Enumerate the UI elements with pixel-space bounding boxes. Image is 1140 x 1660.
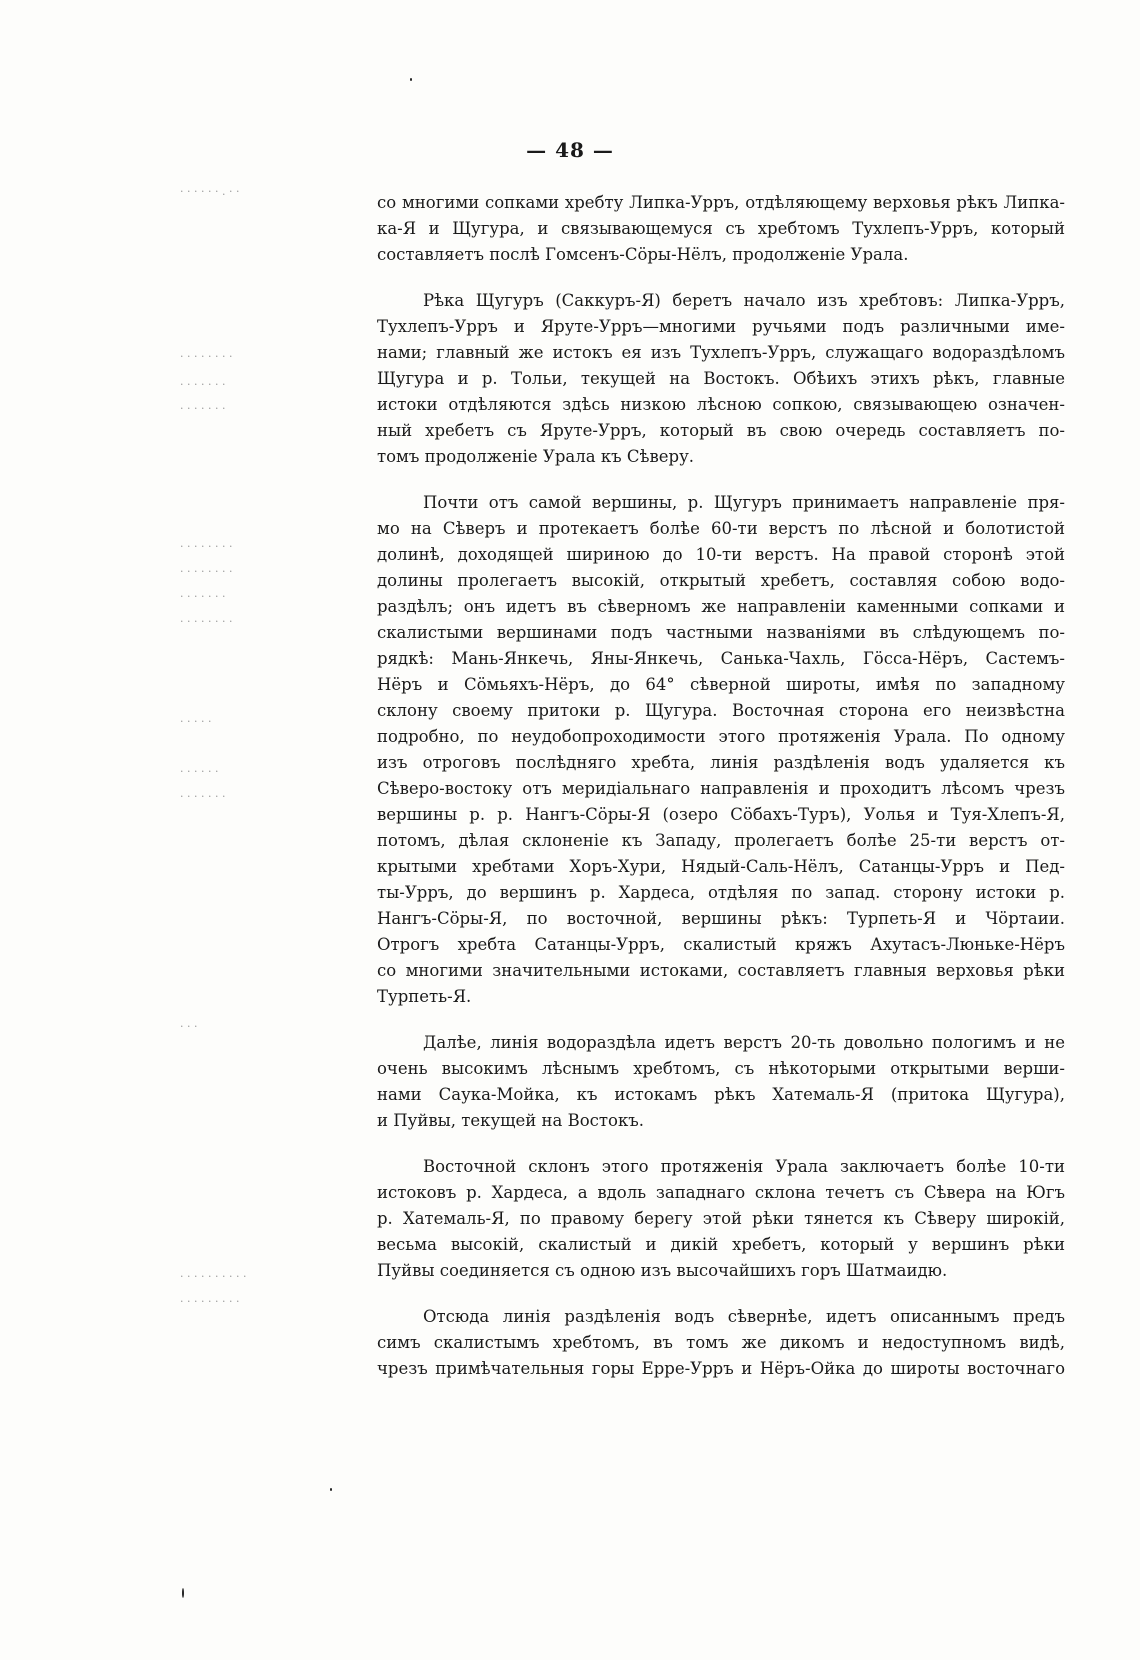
margin-bleed-through: · · · · · · · — [180, 378, 226, 391]
text-line: ный хребетъ съ Ярутe-Урръ, который въ свою очередь составляетъ по- — [377, 421, 1065, 440]
text-line: составляетъ послѣ Гомсенъ-Сöры-Нёлъ, продолженіе Урала. — [377, 245, 909, 264]
text-line: нами Саука-Мойка, къ истокамъ рѣкъ Хатемаль-Я (притока Щугура), — [377, 1085, 1065, 1104]
margin-bleed-through: · · · · · · · · — [180, 350, 233, 363]
paragraph — [377, 1154, 1065, 1284]
body-text — [377, 190, 1065, 1402]
text-line: нами; главный же истокъ ея изъ Тухлепъ-Урръ, служащаго водораздѣломъ — [377, 343, 1065, 362]
text-line: симъ скалистымъ хребтомъ, въ томъ же дикомъ и недоступномъ видѣ, — [377, 1333, 1065, 1352]
margin-bleed-through: · · · · · · — [180, 765, 219, 778]
text-line: Почти отъ самой вершины, р. Щугуръ принимаетъ направленіе пря- — [423, 493, 1065, 512]
text-line: Далѣе, линія водораздѣла идетъ верстъ 20-ть довольно пологимъ и не — [423, 1033, 1065, 1052]
text-line: склону своему притоки р. Щугура. Восточная сторона его неизвѣстна — [377, 701, 1065, 720]
text-line: весьма высокій, скалистый и дикій хребетъ, который у вершинъ рѣки — [377, 1235, 1065, 1254]
text-line: Тухлепъ-Урръ и Ярутe-Урръ—многими ручьями подъ различными име- — [377, 317, 1065, 336]
text-line: Щугура и р. Тольи, текущей на Востокъ. Обѣихъ этихъ рѣкъ, главные — [377, 369, 1065, 388]
text-line: раздѣлъ; онъ идетъ въ сѣверномъ же направленіи каменными сопками и — [377, 597, 1065, 616]
text-line: рядкѣ: Мань-Янкечь, Яны-Янкечь, Санька-Чахль, Гöсса-Нёръ, Састемъ- — [377, 649, 1065, 668]
text-line: ка-Я и Щугура, и связывающемуся съ хребтомъ Тухлепъ-Урръ, который — [377, 219, 1065, 238]
text-line: р. Хатемаль-Я, по правому берегу этой рѣки тянется къ Сѣверу широкій, — [377, 1209, 1065, 1228]
text-line: изъ отроговъ послѣдняго хребта, линія раздѣленія водъ удаляется къ — [377, 753, 1065, 772]
text-line: истоковъ р. Хардеса, а вдоль западнаго склона течетъ съ Сѣвера на Югъ — [377, 1183, 1065, 1202]
margin-bleed-through: · · · · · · · · — [180, 615, 233, 628]
text-line: крытыми хребтами Хоръ-Хури, Нядый-Саль-Нёлъ, Сатанцы-Урръ и Пед- — [377, 857, 1065, 876]
margin-bleed-through: · · · · · · · — [180, 402, 226, 415]
margin-bleed-through: · · · · · · · — [180, 590, 226, 603]
text-line: Нангъ-Сöры-Я, по восточной, вершины рѣкъ: Турпеть-Я и Чöртаии. — [377, 909, 1065, 928]
scan-speck — [330, 1488, 332, 1491]
text-line: со многими значительными истоками, составляетъ главныя верховья рѣки — [377, 961, 1065, 980]
text-line: Нёръ и Сöмьяхъ-Нёръ, до 64° сѣверной широты, имѣя по западному — [377, 675, 1065, 694]
paragraph — [377, 190, 1065, 268]
paragraph — [377, 288, 1065, 470]
text-line: ты-Урръ, до вершинъ р. Хардеса, отдѣляя по запад. сторону истоки р. — [377, 883, 1065, 902]
text-line: истоки отдѣляются здѣсь низкою лѣсною сопкою, связывающею означен- — [377, 395, 1065, 414]
text-line: Отрогъ хребта Сатанцы-Урръ, скалистый кряжъ Ахутасъ-Люньке-Нёръ — [377, 935, 1065, 954]
margin-bleed-through: · · · · · — [180, 715, 212, 728]
text-line: долинѣ, доходящей шириною до 10-ти верстъ. На правой сторонѣ этой — [377, 545, 1065, 564]
text-line: томъ продолженіе Урала къ Сѣверу. — [377, 447, 695, 466]
scan-speck — [410, 78, 412, 81]
text-line: мо на Сѣверъ и протекаетъ болѣе 60-ти верстъ по лѣсной и болотистой — [377, 519, 1065, 538]
text-line: вершины р. р. Нангъ-Сöры-Я (озеро Сöбахъ-Туръ), Уолья и Туя-Хлепъ-Я, — [377, 805, 1065, 824]
text-line: долины пролегаетъ высокій, открытый хребетъ, составляя собою водо- — [377, 571, 1065, 590]
text-line: со многими сопками хребту Липка-Урръ, отдѣляющему верховья рѣкъ Липка- — [377, 193, 1065, 212]
margin-bleed-through: · · · · · · · · — [180, 565, 233, 578]
margin-bleed-through: · · · · · · · — [180, 790, 226, 803]
scan-speck — [182, 1588, 184, 1598]
text-line: подробно, по неудобопроходимости этого протяженія Урала. По одному — [377, 727, 1065, 746]
page-number: — 48 — — [526, 138, 614, 162]
margin-bleed-through: · · · — [180, 1020, 198, 1033]
paragraph — [377, 490, 1065, 1010]
text-line: скалистыми вершинами подъ частными названіями въ слѣдующемъ по- — [377, 623, 1065, 642]
margin-bleed-through: · · · · · · · · · — [180, 1295, 240, 1308]
text-line: и Пуйвы, текущей на Востокъ. — [377, 1111, 645, 1130]
margin-bleed-through: · · · · · · . · · — [180, 185, 240, 198]
text-line: чрезъ примѣчательныя горы Ерре-Урръ и Нёръ-Ойка до широты восточнаго — [377, 1359, 1065, 1378]
text-line: очень высокимъ лѣснымъ хребтомъ, съ нѣкоторыми открытыми верши- — [377, 1059, 1065, 1078]
text-line: потомъ, дѣлая склоненіе къ Западу, пролегаетъ болѣе 25-ти верстъ от- — [377, 831, 1065, 850]
text-line: Восточной склонъ этого протяженія Урала заключаетъ болѣе 10-ти — [423, 1157, 1065, 1176]
text-line: Отсюда линія раздѣленія водъ сѣвернѣе, идетъ описаннымъ предъ — [423, 1307, 1065, 1326]
margin-bleed-through: · · · · · · · · · · — [180, 1270, 247, 1283]
text-line: Рѣка Щугуръ (Саккуръ-Я) беретъ начало изъ хребтовъ: Липка-Урръ, — [423, 291, 1065, 310]
paragraph — [377, 1304, 1065, 1382]
paragraph — [377, 1030, 1065, 1134]
text-line: Пуйвы соединяется съ одною изъ высочайшихъ горъ Шатмаидю. — [377, 1261, 948, 1280]
margin-bleed-through: · · · · · · · · — [180, 540, 233, 553]
text-line: Турпеть-Я. — [377, 987, 472, 1006]
text-line: Сѣверо-востоку отъ меридіальнаго направленія и проходитъ лѣсомъ чрезъ — [377, 779, 1065, 798]
